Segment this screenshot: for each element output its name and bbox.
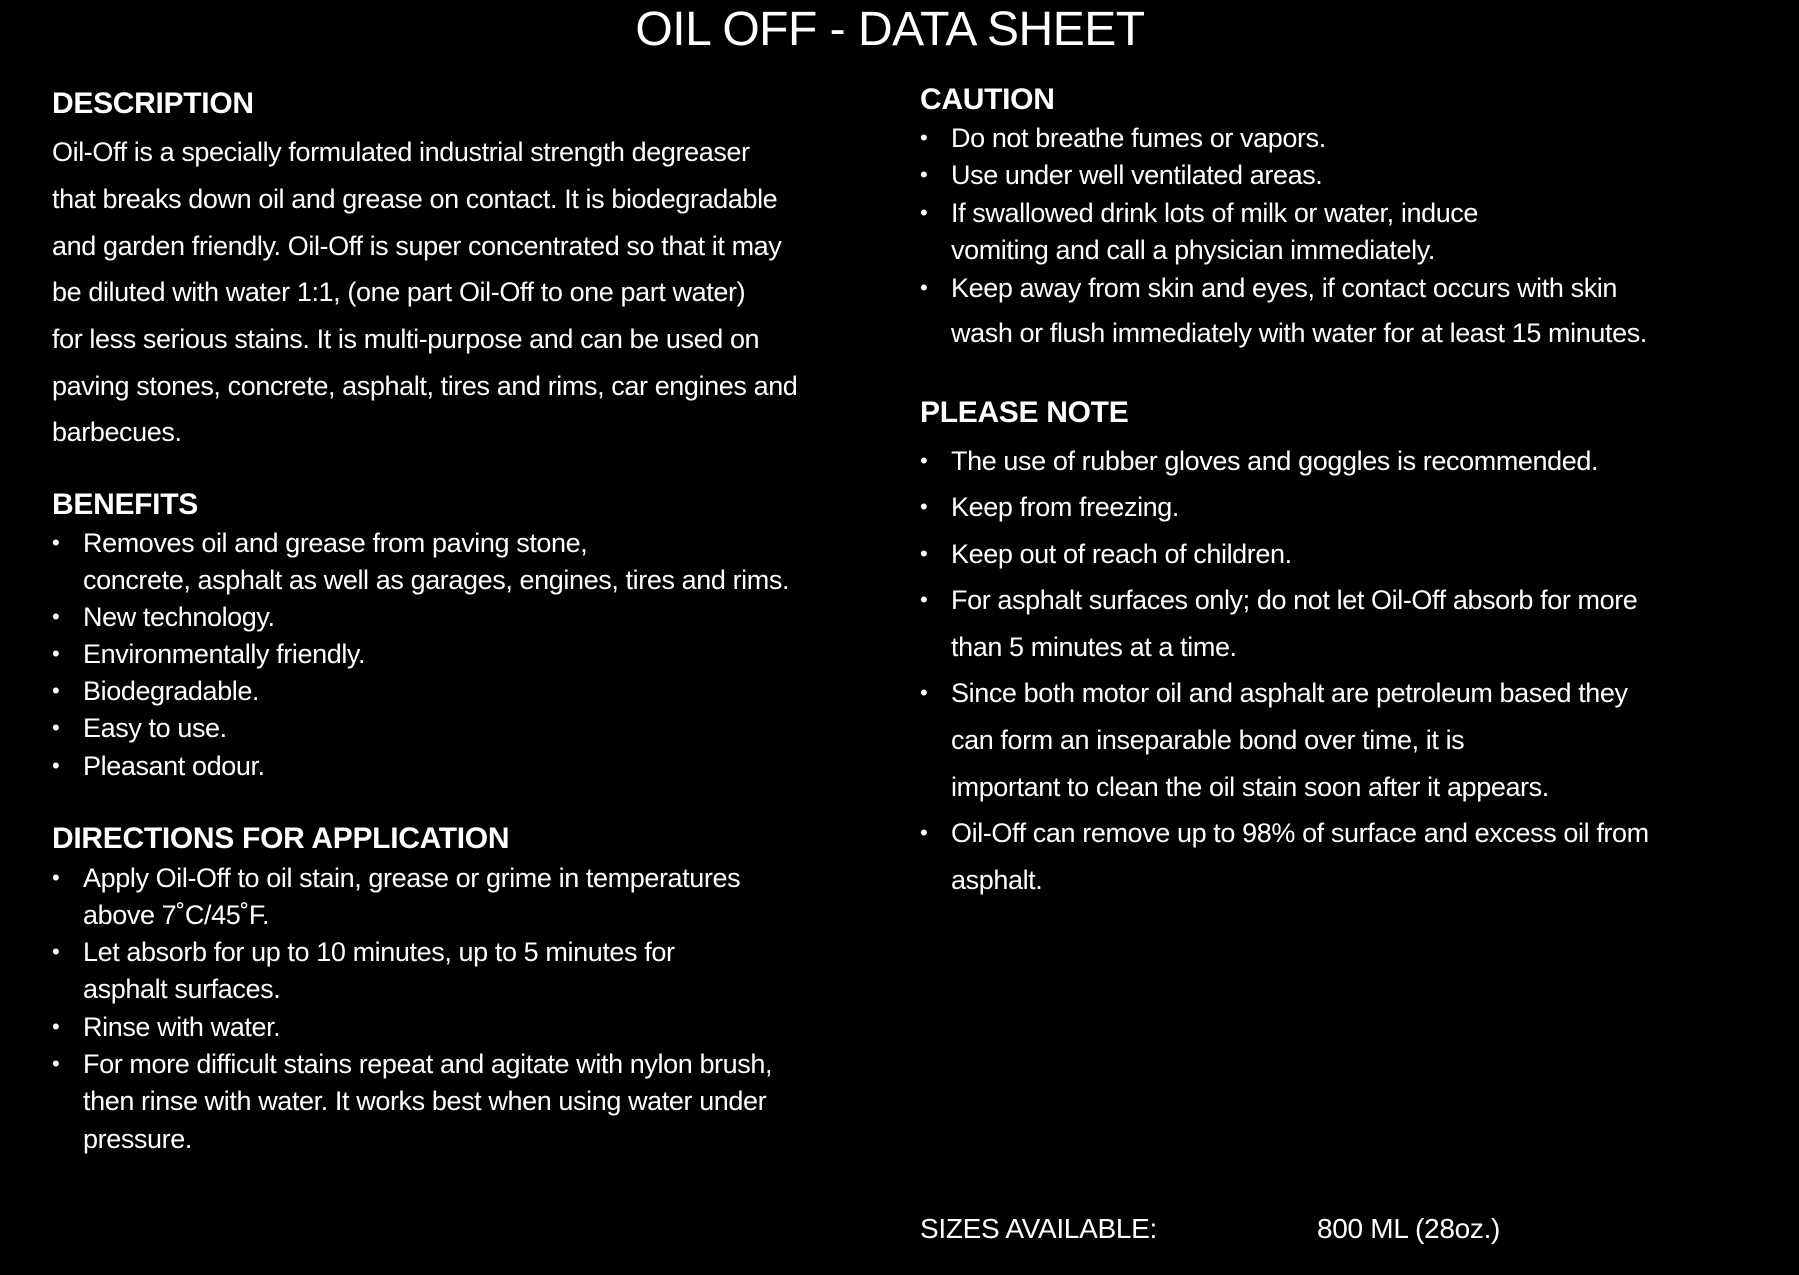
list-item-continuation: pressure. bbox=[83, 1124, 192, 1154]
caution-heading: CAUTION bbox=[920, 83, 1055, 116]
list-item-text: Environmentally friendly. bbox=[83, 639, 366, 669]
list-item-text: Use under well ventilated areas. bbox=[951, 160, 1323, 190]
list-item-continuation: asphalt. bbox=[951, 865, 1043, 895]
directions-heading: DIRECTIONS FOR APPLICATION bbox=[52, 822, 510, 855]
please-note-heading: PLEASE NOTE bbox=[920, 396, 1129, 429]
list-item-text: New technology. bbox=[83, 602, 275, 632]
list-item-text: For more difficult stains repeat and agitate with nylon brush, bbox=[83, 1049, 773, 1079]
bullet-icon: • bbox=[920, 820, 928, 845]
list-item-text: Easy to use. bbox=[83, 713, 227, 743]
list-item-text: Let absorb for up to 10 minutes, up to 5 minutes for bbox=[83, 937, 675, 967]
bullet-icon: • bbox=[52, 604, 60, 629]
list-item-text: For asphalt surfaces only; do not let Oil-Off absorb for more bbox=[951, 585, 1638, 615]
bullet-icon: • bbox=[920, 541, 928, 566]
list-item-continuation: asphalt surfaces. bbox=[83, 974, 281, 1004]
list-item-continuation: above 7˚C/45˚F. bbox=[83, 900, 270, 930]
bullet-icon: • bbox=[52, 641, 60, 666]
list-item-text: Removes oil and grease from paving stone, bbox=[83, 528, 588, 558]
benefits-heading: BENEFITS bbox=[52, 488, 198, 521]
description-line: Oil-Off is a specially formulated industrial strength degreaser bbox=[52, 137, 750, 167]
list-item-continuation: wash or flush immediately with water for at least 15 minutes. bbox=[951, 318, 1647, 348]
bullet-icon: • bbox=[52, 715, 60, 740]
list-item-text: If swallowed drink lots of milk or water, induce bbox=[951, 198, 1479, 228]
list-item-text: Oil-Off can remove up to 98% of surface and excess oil from bbox=[951, 818, 1649, 848]
list-item-text: Keep from freezing. bbox=[951, 492, 1180, 522]
bullet-icon: • bbox=[920, 680, 928, 705]
bullet-icon: • bbox=[52, 1014, 60, 1039]
description-line: be diluted with water 1:1, (one part Oil-Off to one part water) bbox=[52, 277, 746, 307]
bullet-icon: • bbox=[52, 678, 60, 703]
list-item-text: The use of rubber gloves and goggles is recommended. bbox=[951, 446, 1599, 476]
list-item-text: Since both motor oil and asphalt are petroleum based they bbox=[951, 678, 1628, 708]
bullet-icon: • bbox=[52, 753, 60, 778]
description-line: for less serious stains. It is multi-purpose and can be used on bbox=[52, 324, 760, 354]
bullet-icon: • bbox=[52, 530, 60, 555]
list-item-continuation: concrete, asphalt as well as garages, engines, tires and rims. bbox=[83, 565, 790, 595]
bullet-icon: • bbox=[920, 494, 928, 519]
sizes-label: SIZES AVAILABLE: bbox=[920, 1213, 1157, 1244]
list-item-text: Rinse with water. bbox=[83, 1012, 281, 1042]
bullet-icon: • bbox=[920, 200, 928, 225]
description-line: paving stones, concrete, asphalt, tires and rims, car engines and bbox=[52, 371, 798, 401]
list-item-text: Pleasant odour. bbox=[83, 751, 265, 781]
list-item-text: Biodegradable. bbox=[83, 676, 260, 706]
bullet-icon: • bbox=[52, 939, 60, 964]
list-item-continuation: then rinse with water. It works best when using water under bbox=[83, 1086, 767, 1116]
bullet-icon: • bbox=[920, 448, 928, 473]
page-title: OIL OFF - DATA SHEET bbox=[635, 3, 1145, 56]
bullet-icon: • bbox=[52, 1051, 60, 1076]
description-line: barbecues. bbox=[52, 417, 182, 447]
bullet-icon: • bbox=[920, 587, 928, 612]
list-item-continuation: than 5 minutes at a time. bbox=[951, 632, 1237, 662]
description-line: and garden friendly. Oil-Off is super concentrated so that it may bbox=[52, 231, 782, 261]
bullet-icon: • bbox=[920, 162, 928, 187]
description-heading: DESCRIPTION bbox=[52, 87, 254, 120]
list-item-continuation: can form an inseparable bond over time, it is bbox=[951, 725, 1465, 755]
list-item-continuation: vomiting and call a physician immediately. bbox=[951, 235, 1435, 265]
list-item-text: Apply Oil-Off to oil stain, grease or grime in temperatures bbox=[83, 863, 741, 893]
sizes-value: 800 ML (28oz.) bbox=[1317, 1213, 1501, 1244]
list-item-text: Keep out of reach of children. bbox=[951, 539, 1292, 569]
bullet-icon: • bbox=[920, 125, 928, 150]
description-line: that breaks down oil and grease on contact. It is biodegradable bbox=[52, 184, 778, 214]
bullet-icon: • bbox=[52, 865, 60, 890]
list-item-text: Do not breathe fumes or vapors. bbox=[951, 123, 1326, 153]
bullet-icon: • bbox=[920, 275, 928, 300]
list-item-text: Keep away from skin and eyes, if contact occurs with skin bbox=[951, 273, 1618, 303]
list-item-continuation: important to clean the oil stain soon after it appears. bbox=[951, 772, 1549, 802]
